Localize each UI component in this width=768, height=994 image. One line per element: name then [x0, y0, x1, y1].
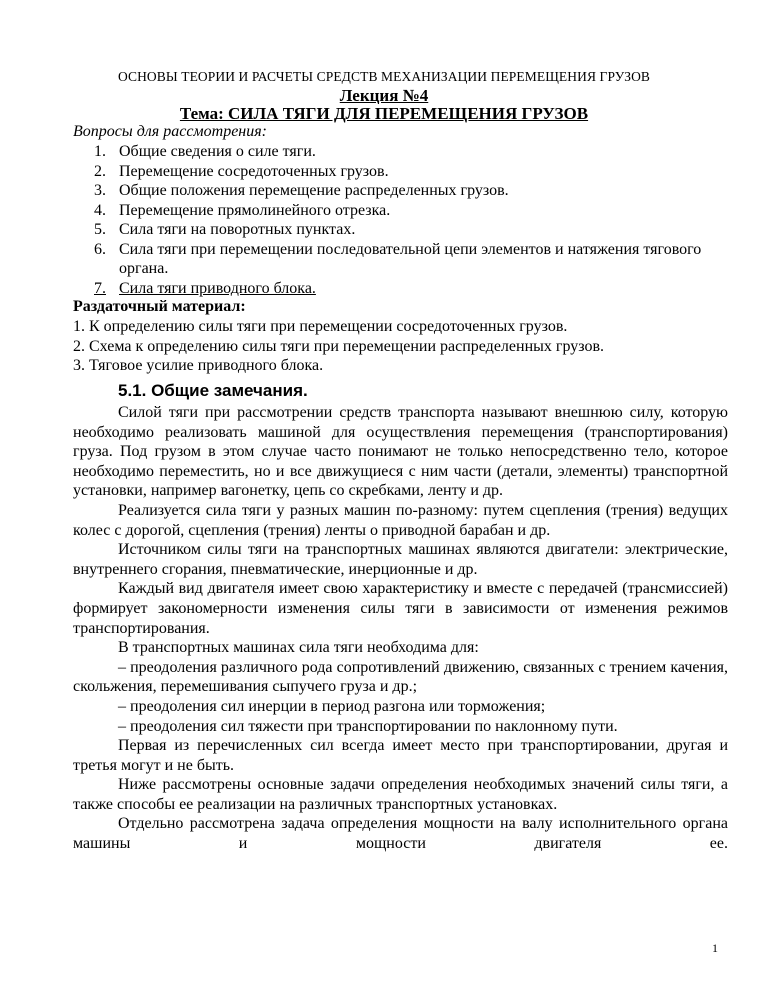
paragraph: Источником силы тяги на транспортных машинах являются двигатели: электрические, внутреннего сгорания, пневматические, инерционные и др.	[73, 541, 728, 578]
list-text: Перемещение прямолинейного отрезка.	[119, 201, 391, 219]
list-text: Сила тяги при перемещении последовательной цепи элементов и натяжения тягового органа.	[119, 240, 702, 277]
questions-list	[94, 142, 734, 298]
paragraph: Каждый вид двигателя имеет свою характеристику и вместе с передачей (трансмиссией) формирует закономерности изменения силы тяги в зависимости от изменения режимов транспортирования.	[73, 580, 728, 637]
section-body	[73, 403, 728, 854]
paragraph: Силой тяги при рассмотрении средств транспорта называют внешнюю силу, которую необходимо реализовать машиной для осуществления перемещения (транспортирования) груза. Под грузом в этом случае часто понимают не только непосредственно тело, которое необходимо переместить, но и все движущиеся с ним части (детали, элементы) транспортной установки, например вагонетку, цепь со скребками, ленту и др.	[73, 404, 728, 500]
page-number: 1	[712, 941, 718, 955]
list-item	[94, 201, 734, 221]
section-title: 5.1. Общие замечания.	[118, 381, 308, 400]
list-number: 6.	[94, 240, 106, 258]
list-item: 1. К определению силы тяги при перемещении сосредоточенных грузов.	[73, 318, 568, 335]
lecture-title: Лекция №4	[339, 86, 429, 105]
list-text: Сила тяги на поворотных пунктах.	[119, 221, 356, 238]
list-item	[94, 279, 734, 299]
list-item	[94, 220, 734, 240]
list-item: 3. Тяговое усилие приводного блока.	[73, 357, 324, 374]
handout-heading: Раздаточный материал:	[73, 298, 246, 315]
list-item	[94, 181, 734, 201]
list-number: 7.	[94, 279, 106, 297]
list-item	[94, 162, 734, 182]
paragraph: – преодоления сил тяжести при транспортировании по наклонному пути.	[118, 717, 618, 735]
paragraph: – преодоления сил инерции в период разгона или торможения;	[118, 697, 546, 715]
list-text: Общие сведения о силе тяги.	[119, 143, 316, 160]
list-number: 1.	[94, 143, 106, 160]
course-title: ОСНОВЫ ТЕОРИИ И РАСЧЕТЫ СРЕДСТВ МЕХАНИЗАЦИИ ПЕРЕМЕЩЕНИЯ ГРУЗОВ	[117, 69, 651, 84]
list-item: 2. Схема к определению силы тяги при перемещении распределенных грузов.	[73, 337, 605, 355]
paragraph: Первая из перечисленных сил всегда имеет место при транспортировании, другая и третья могут и не быть.	[73, 737, 728, 774]
paragraph: – преодоления различного рода сопротивлений движению, связанных с трением качения, скольжения, перемешивания сыпучего груза и др.;	[73, 658, 728, 696]
list-number: 4.	[94, 201, 106, 219]
topic-title: Тема: СИЛА ТЯГИ ДЛЯ ПЕРЕМЕЩЕНИЯ ГРУЗОВ	[179, 104, 589, 123]
list-number: 2.	[94, 162, 106, 180]
list-item	[94, 240, 734, 279]
questions-heading: Вопросы для рассмотрения:	[73, 123, 267, 140]
list-text: Перемещение сосредоточенных грузов.	[119, 162, 389, 180]
list-text: Общие положения перемещение распределенных грузов.	[119, 182, 509, 199]
handout-list	[73, 317, 604, 376]
list-number: 3.	[94, 182, 106, 199]
list-number: 5.	[94, 221, 106, 238]
paragraph: Реализуется сила тяги у разных машин по-разному: путем сцепления (трения) ведущих колес с дорогой, сцепления (трения) ленты о приводной барабан и др.	[73, 501, 728, 539]
paragraph: Ниже рассмотрены основные задачи определения необходимых значений силы тяги, а также способы ее реализации на различных транспортных установках.	[73, 776, 728, 813]
paragraph: В транспортных машинах сила тяги необходима для:	[118, 639, 479, 657]
paragraph: Отдельно рассмотрена задача определения мощности на валу исполнительного органа машины и мощности двигателя ее.	[73, 815, 728, 853]
list-item	[94, 142, 734, 162]
list-text: Сила тяги приводного блока.	[119, 279, 316, 297]
